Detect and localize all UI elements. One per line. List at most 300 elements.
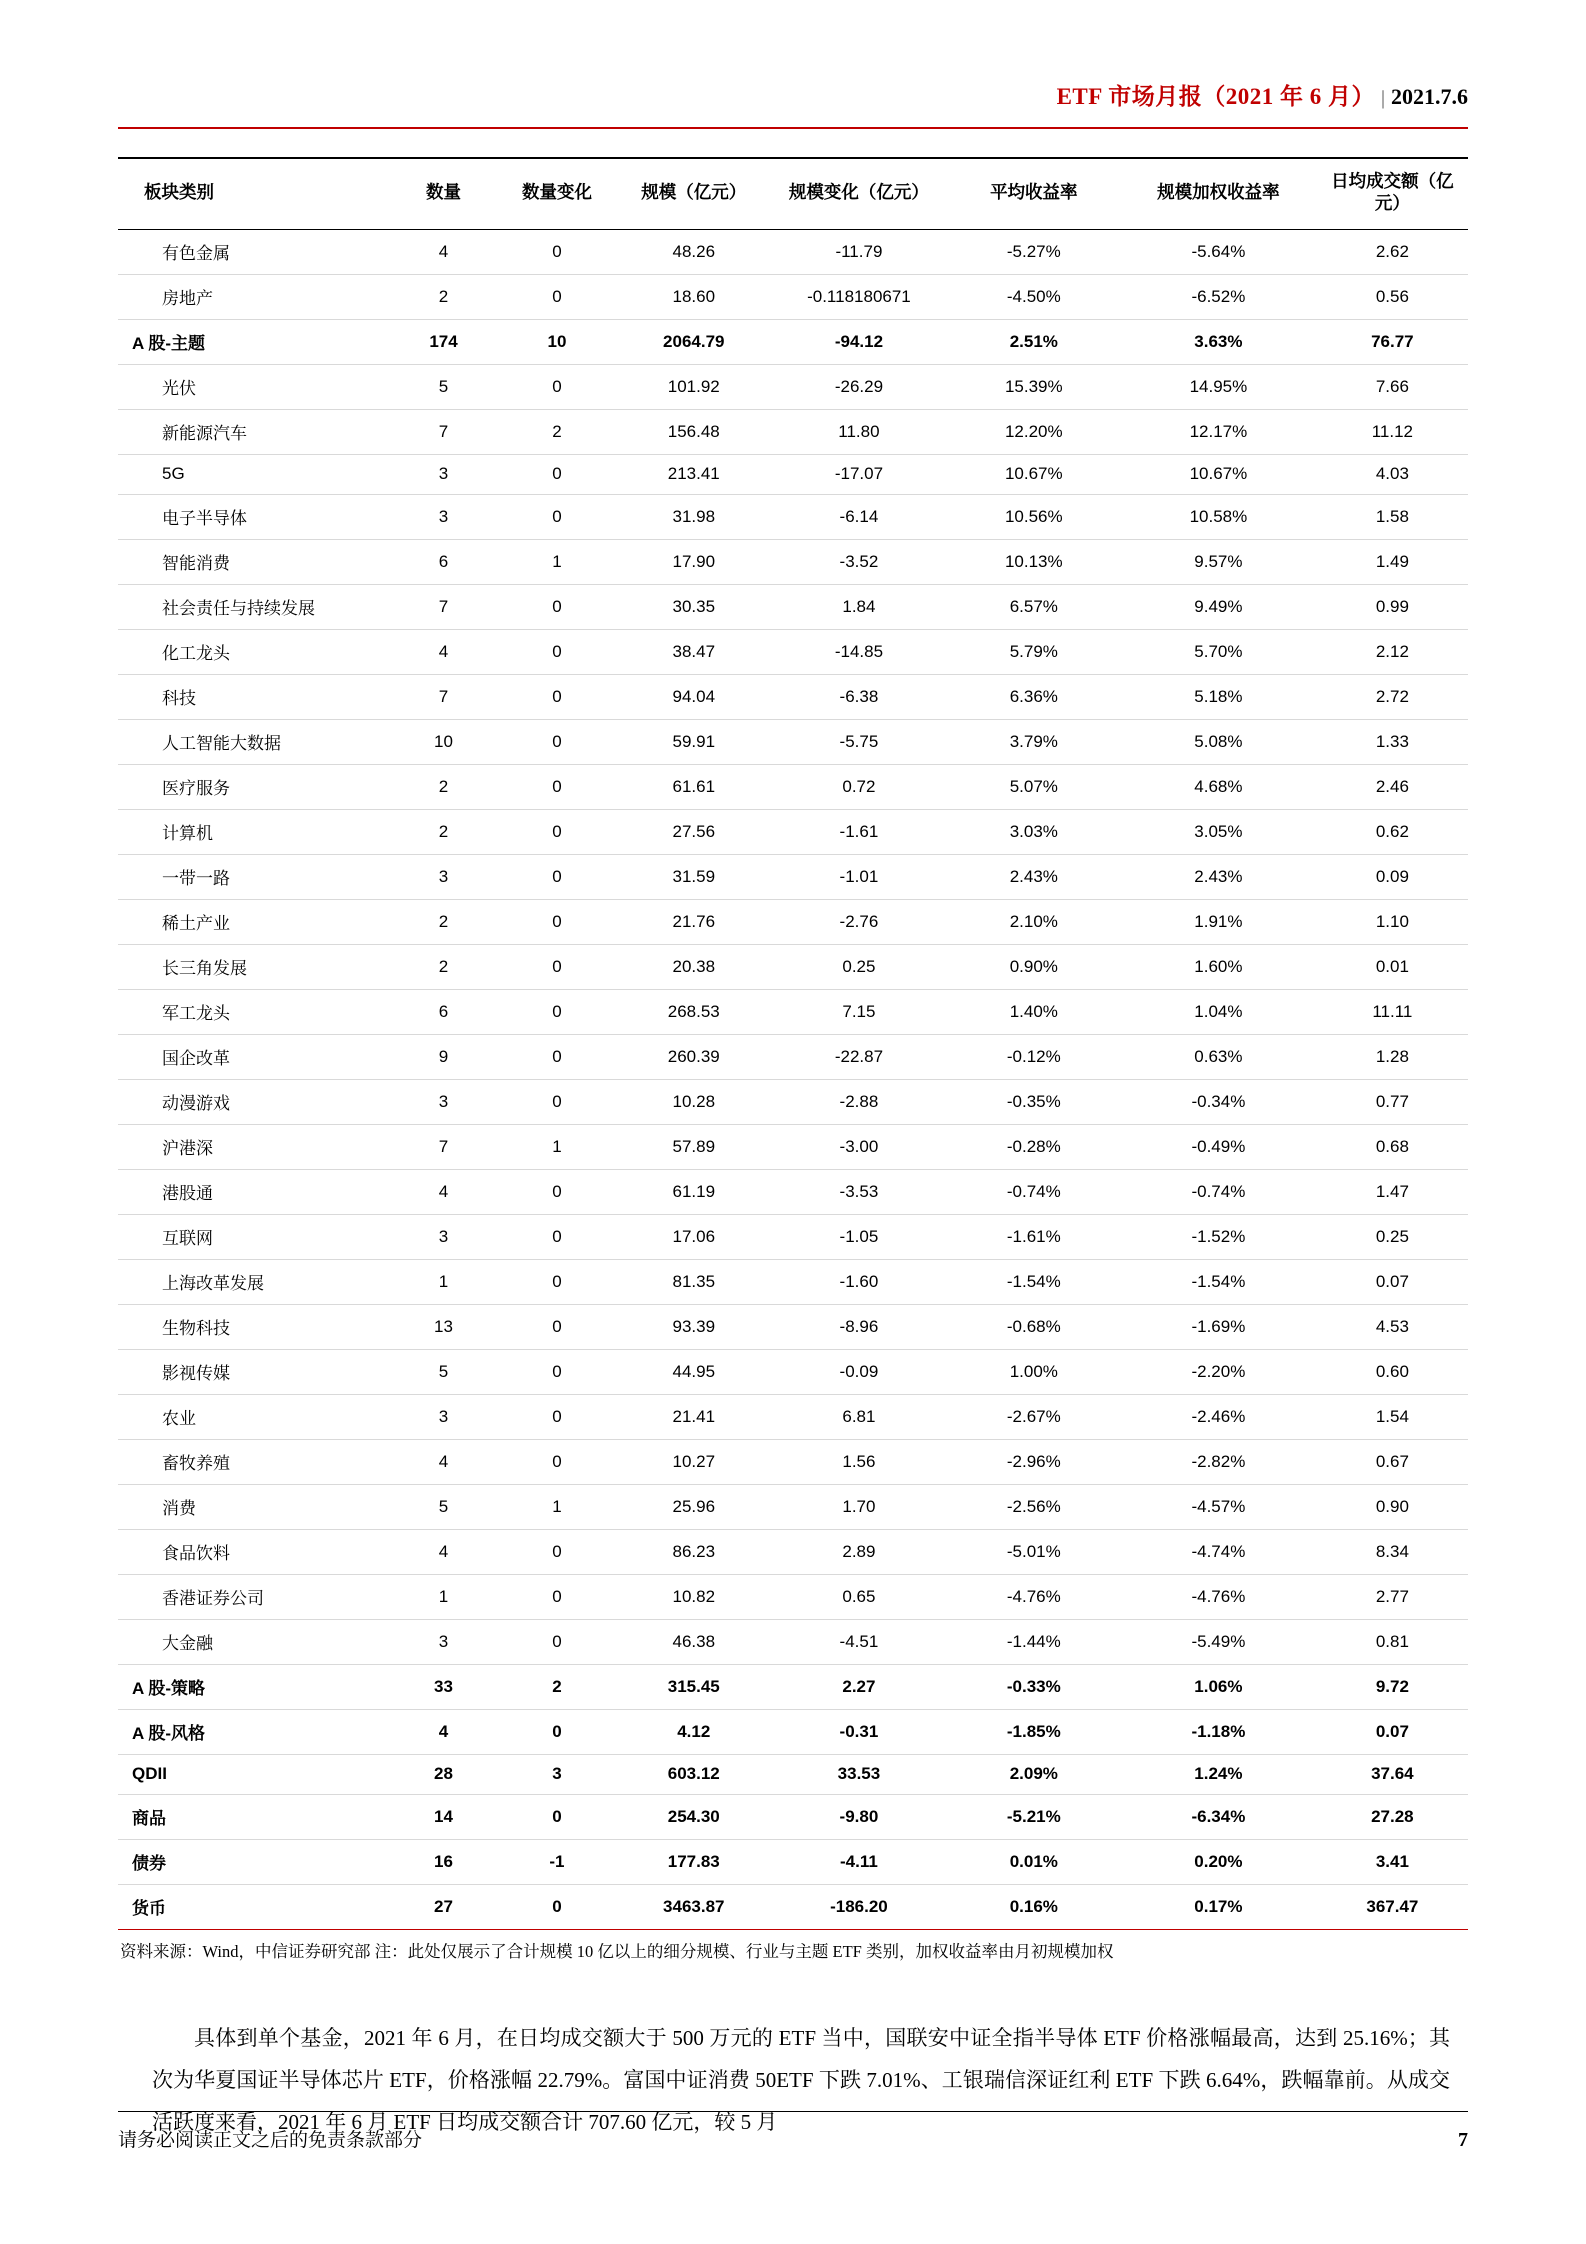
cell-weighted-return: -0.34% [1120,1079,1317,1124]
cell-scale-change: -5.75 [770,719,947,764]
cell-daily-turnover: 0.77 [1317,1079,1468,1124]
cell-quantity: 7 [390,1124,496,1169]
cell-quantity-change: 0 [497,364,618,409]
cell-average-return: 0.16% [948,1884,1120,1929]
cell-quantity-change: 0 [497,629,618,674]
cell-daily-turnover: 4.03 [1317,454,1468,494]
cell-quantity: 7 [390,674,496,719]
cell-weighted-return: 1.60% [1120,944,1317,989]
cell-scale-change: -2.88 [770,1079,947,1124]
cell-weighted-return: 4.68% [1120,764,1317,809]
cell-category: 食品饮料 [118,1529,390,1574]
cell-scale-change: -22.87 [770,1034,947,1079]
cell-quantity: 5 [390,1484,496,1529]
cell-category: 科技 [118,674,390,719]
cell-category: 债券 [118,1839,390,1884]
cell-quantity-change: 0 [497,1394,618,1439]
cell-scale: 101.92 [617,364,770,409]
cell-daily-turnover: 0.99 [1317,584,1468,629]
footer-row [118,2125,1468,2152]
cell-category: 长三角发展 [118,944,390,989]
cell-category: 新能源汽车 [118,409,390,454]
cell-average-return: -1.44% [948,1619,1120,1664]
cell-scale: 17.06 [617,1214,770,1259]
cell-weighted-return: 10.67% [1120,454,1317,494]
cell-quantity: 27 [390,1884,496,1929]
cell-daily-turnover: 0.60 [1317,1349,1468,1394]
cell-scale-change: -8.96 [770,1304,947,1349]
cell-weighted-return: -1.54% [1120,1259,1317,1304]
cell-scale-change: -11.79 [770,229,947,274]
table-row [118,229,1468,274]
cell-scale: 10.28 [617,1079,770,1124]
cell-average-return: 5.07% [948,764,1120,809]
cell-daily-turnover: 1.49 [1317,539,1468,584]
cell-quantity: 1 [390,1574,496,1619]
cell-quantity: 4 [390,1439,496,1484]
cell-weighted-return: -6.34% [1120,1794,1317,1839]
cell-quantity: 4 [390,1169,496,1214]
cell-average-return: -0.35% [948,1079,1120,1124]
cell-category: 农业 [118,1394,390,1439]
cell-scale-change: -26.29 [770,364,947,409]
table-row [118,1394,1468,1439]
cell-scale-change: -1.01 [770,854,947,899]
cell-category: 人工智能大数据 [118,719,390,764]
cell-scale-change: 0.72 [770,764,947,809]
col-header-scale: 规模（亿元） [617,158,770,229]
cell-quantity-change: 0 [497,1349,618,1394]
cell-daily-turnover: 1.47 [1317,1169,1468,1214]
cell-daily-turnover: 2.72 [1317,674,1468,719]
cell-scale: 81.35 [617,1259,770,1304]
cell-quantity-change: 0 [497,274,618,319]
cell-quantity: 3 [390,1394,496,1439]
cell-category: 互联网 [118,1214,390,1259]
cell-average-return: 2.10% [948,899,1120,944]
cell-scale-change: 0.65 [770,1574,947,1619]
cell-average-return: -0.28% [948,1124,1120,1169]
cell-quantity-change: 0 [497,809,618,854]
cell-scale-change: -0.09 [770,1349,947,1394]
cell-weighted-return: 5.18% [1120,674,1317,719]
cell-daily-turnover: 1.28 [1317,1034,1468,1079]
cell-daily-turnover: 0.01 [1317,944,1468,989]
cell-quantity: 9 [390,1034,496,1079]
cell-quantity: 1 [390,1259,496,1304]
header-divider [118,127,1468,129]
cell-average-return: -5.21% [948,1794,1120,1839]
cell-quantity: 13 [390,1304,496,1349]
cell-weighted-return: 1.04% [1120,989,1317,1034]
etf-table [118,157,1468,1930]
cell-quantity-change: 0 [497,989,618,1034]
cell-scale-change: 11.80 [770,409,947,454]
cell-scale: 27.56 [617,809,770,854]
cell-category: A 股-风格 [118,1709,390,1754]
cell-daily-turnover: 27.28 [1317,1794,1468,1839]
cell-category: 社会责任与持续发展 [118,584,390,629]
cell-quantity-change: 0 [497,1619,618,1664]
cell-weighted-return: 0.17% [1120,1884,1317,1929]
cell-weighted-return: -4.76% [1120,1574,1317,1619]
cell-average-return: 10.67% [948,454,1120,494]
cell-scale: 38.47 [617,629,770,674]
cell-quantity: 33 [390,1664,496,1709]
table-body [118,229,1468,1929]
report-title: ETF 市场月报（2021 年 6 月） [1056,84,1375,109]
table-row [118,584,1468,629]
table-row [118,1214,1468,1259]
cell-category: 影视传媒 [118,1349,390,1394]
cell-scale: 57.89 [617,1124,770,1169]
cell-category: 房地产 [118,274,390,319]
cell-scale: 2064.79 [617,319,770,364]
cell-quantity-change: 0 [497,1574,618,1619]
cell-quantity-change: -1 [497,1839,618,1884]
cell-quantity-change: 0 [497,1304,618,1349]
cell-quantity: 3 [390,1079,496,1124]
cell-scale: 93.39 [617,1304,770,1349]
cell-quantity-change: 1 [497,1484,618,1529]
page-number: 7 [1458,2129,1468,2151]
cell-scale: 254.30 [617,1794,770,1839]
page-header [118,0,1468,111]
cell-daily-turnover: 0.07 [1317,1709,1468,1754]
cell-category: 生物科技 [118,1304,390,1349]
cell-scale-change: -1.60 [770,1259,947,1304]
cell-quantity-change: 0 [497,1529,618,1574]
cell-quantity: 14 [390,1794,496,1839]
cell-quantity: 4 [390,1709,496,1754]
cell-quantity-change: 2 [497,1664,618,1709]
cell-average-return: -4.76% [948,1574,1120,1619]
cell-scale: 86.23 [617,1529,770,1574]
cell-category: 沪港深 [118,1124,390,1169]
cell-weighted-return: 10.58% [1120,494,1317,539]
cell-quantity: 2 [390,899,496,944]
cell-quantity-change: 0 [497,674,618,719]
cell-average-return: 0.90% [948,944,1120,989]
table-row [118,944,1468,989]
col-header-quantity: 数量 [390,158,496,229]
cell-quantity: 6 [390,989,496,1034]
cell-daily-turnover: 0.07 [1317,1259,1468,1304]
cell-daily-turnover: 367.47 [1317,1884,1468,1929]
cell-scale: 17.90 [617,539,770,584]
cell-scale-change: -0.118180671 [770,274,947,319]
cell-quantity: 7 [390,584,496,629]
cell-scale-change: 0.25 [770,944,947,989]
cell-weighted-return: 3.05% [1120,809,1317,854]
cell-daily-turnover: 8.34 [1317,1529,1468,1574]
cell-quantity: 5 [390,1349,496,1394]
table-row [118,409,1468,454]
cell-average-return: -1.54% [948,1259,1120,1304]
cell-weighted-return: 9.57% [1120,539,1317,584]
cell-quantity-change: 0 [497,1709,618,1754]
table-row [118,809,1468,854]
cell-weighted-return: 0.20% [1120,1839,1317,1884]
cell-daily-turnover: 1.33 [1317,719,1468,764]
body-paragraph: 具体到单个基金，2021 年 6 月，在日均成交额大于 500 万元的 ETF 当中，国联安中证全指半导体 ETF 价格涨幅最高，达到 25.16%；其次为华夏国证半导体芯片 ETF，价格涨幅 22.79%。富国中证消费 50ETF 下跌 7.01%、工银瑞信深证红利 ETF 下跌 6.64%，跌幅靠前。从成交活跃度来看，2021 年 6 月 ETF 日均成交额合计 707.60 亿元，较 5 月 [152,2025,1450,2134]
cell-quantity-change: 0 [497,1259,618,1304]
cell-average-return: 1.00% [948,1349,1120,1394]
cell-category: 稀土产业 [118,899,390,944]
cell-category: 港股通 [118,1169,390,1214]
report-date: 2021.7.6 [1391,84,1468,109]
table-row [118,274,1468,319]
cell-scale: 268.53 [617,989,770,1034]
col-header-average-return: 平均收益率 [948,158,1120,229]
cell-average-return: -1.85% [948,1709,1120,1754]
cell-quantity: 4 [390,629,496,674]
cell-quantity-change: 0 [497,1034,618,1079]
cell-weighted-return: -5.64% [1120,229,1317,274]
cell-category: 商品 [118,1794,390,1839]
cell-average-return: -2.96% [948,1439,1120,1484]
cell-scale: 260.39 [617,1034,770,1079]
table-row [118,674,1468,719]
cell-quantity: 2 [390,809,496,854]
cell-weighted-return: -2.20% [1120,1349,1317,1394]
cell-daily-turnover: 0.25 [1317,1214,1468,1259]
cell-scale-change: 1.84 [770,584,947,629]
cell-scale: 3463.87 [617,1884,770,1929]
cell-scale-change: -186.20 [770,1884,947,1929]
cell-quantity-change: 0 [497,1214,618,1259]
cell-daily-turnover: 11.12 [1317,409,1468,454]
cell-quantity-change: 0 [497,1794,618,1839]
cell-scale-change: -0.31 [770,1709,947,1754]
cell-daily-turnover: 0.68 [1317,1124,1468,1169]
cell-quantity-change: 0 [497,584,618,629]
cell-scale-change: -6.38 [770,674,947,719]
cell-quantity-change: 0 [497,494,618,539]
cell-scale: 21.76 [617,899,770,944]
cell-quantity-change: 0 [497,719,618,764]
cell-category: A 股-主题 [118,319,390,364]
cell-weighted-return: -1.69% [1120,1304,1317,1349]
table-row [118,1124,1468,1169]
cell-scale: 31.59 [617,854,770,899]
cell-quantity: 6 [390,539,496,584]
table-row [118,494,1468,539]
cell-quantity-change: 10 [497,319,618,364]
cell-average-return: -2.67% [948,1394,1120,1439]
table-row [118,539,1468,584]
cell-scale: 10.27 [617,1439,770,1484]
cell-quantity: 174 [390,319,496,364]
cell-quantity-change: 2 [497,409,618,454]
table-row [118,1259,1468,1304]
cell-quantity-change: 1 [497,1124,618,1169]
cell-quantity-change: 0 [497,764,618,809]
cell-quantity: 2 [390,944,496,989]
table-row [118,1484,1468,1529]
cell-scale: 46.38 [617,1619,770,1664]
cell-category: 有色金属 [118,229,390,274]
cell-scale: 94.04 [617,674,770,719]
table-row [118,1884,1468,1929]
cell-scale-change: -94.12 [770,319,947,364]
cell-average-return: 15.39% [948,364,1120,409]
cell-scale-change: -1.61 [770,809,947,854]
cell-scale: 44.95 [617,1349,770,1394]
cell-daily-turnover: 0.81 [1317,1619,1468,1664]
cell-quantity: 5 [390,364,496,409]
cell-weighted-return: -6.52% [1120,274,1317,319]
table-row [118,1169,1468,1214]
cell-quantity: 2 [390,274,496,319]
cell-daily-turnover: 1.10 [1317,899,1468,944]
cell-quantity-change: 3 [497,1754,618,1794]
cell-average-return: 5.79% [948,629,1120,674]
cell-category: 国企改革 [118,1034,390,1079]
cell-average-return: 10.13% [948,539,1120,584]
cell-average-return: 2.51% [948,319,1120,364]
source-note: 资料来源：Wind，中信证券研究部 注：此处仅展示了合计规模 10 亿以上的细分规模、行业与主题 ETF 类别，加权收益率由月初规模加权 [120,1941,1114,1961]
cell-category: 化工龙头 [118,629,390,674]
table-header [118,158,1468,229]
table-row [118,1794,1468,1839]
cell-scale-change: 6.81 [770,1394,947,1439]
cell-weighted-return: 1.24% [1120,1754,1317,1794]
col-header-quantity-change: 数量变化 [497,158,618,229]
table-row [118,1709,1468,1754]
cell-quantity: 4 [390,229,496,274]
cell-daily-turnover: 2.12 [1317,629,1468,674]
cell-category: 动漫游戏 [118,1079,390,1124]
cell-scale-change: 1.70 [770,1484,947,1529]
cell-daily-turnover: 0.67 [1317,1439,1468,1484]
table-row [118,719,1468,764]
cell-scale-change: -17.07 [770,454,947,494]
cell-daily-turnover: 37.64 [1317,1754,1468,1794]
cell-average-return: -0.68% [948,1304,1120,1349]
cell-daily-turnover: 4.53 [1317,1304,1468,1349]
cell-average-return: 12.20% [948,409,1120,454]
cell-quantity: 3 [390,494,496,539]
cell-weighted-return: 5.70% [1120,629,1317,674]
cell-weighted-return: 5.08% [1120,719,1317,764]
cell-quantity: 2 [390,764,496,809]
table-row [118,1034,1468,1079]
header-separator: | [1380,87,1385,109]
cell-weighted-return: -1.52% [1120,1214,1317,1259]
cell-daily-turnover: 2.62 [1317,229,1468,274]
cell-weighted-return: 3.63% [1120,319,1317,364]
cell-weighted-return: -5.49% [1120,1619,1317,1664]
cell-scale: 48.26 [617,229,770,274]
cell-scale-change: 2.89 [770,1529,947,1574]
cell-scale: 31.98 [617,494,770,539]
col-header-category: 板块类别 [118,158,390,229]
etf-table-section [118,157,1468,1965]
cell-quantity: 10 [390,719,496,764]
cell-quantity-change: 0 [497,229,618,274]
cell-scale: 10.82 [617,1574,770,1619]
cell-weighted-return: -0.49% [1120,1124,1317,1169]
cell-weighted-return: 9.49% [1120,584,1317,629]
cell-scale: 61.61 [617,764,770,809]
cell-average-return: 10.56% [948,494,1120,539]
table-row [118,364,1468,409]
cell-scale-change: -4.51 [770,1619,947,1664]
cell-category: 畜牧养殖 [118,1439,390,1484]
col-header-scale-change: 规模变化（亿元） [770,158,947,229]
cell-daily-turnover: 0.90 [1317,1484,1468,1529]
cell-weighted-return: -4.74% [1120,1529,1317,1574]
cell-daily-turnover: 3.41 [1317,1839,1468,1884]
footer-disclaimer: 请务必阅读正文之后的免责条款部分 [118,2130,423,2151]
cell-category: 医疗服务 [118,764,390,809]
cell-weighted-return: 12.17% [1120,409,1317,454]
cell-quantity-change: 0 [497,454,618,494]
cell-scale-change: 2.27 [770,1664,947,1709]
cell-quantity-change: 0 [497,1884,618,1929]
cell-category: 消费 [118,1484,390,1529]
cell-average-return: 3.03% [948,809,1120,854]
cell-scale: 177.83 [617,1839,770,1884]
cell-scale: 21.41 [617,1394,770,1439]
table-row [118,1529,1468,1574]
cell-daily-turnover: 1.54 [1317,1394,1468,1439]
cell-scale-change: 7.15 [770,989,947,1034]
cell-weighted-return: 0.63% [1120,1034,1317,1079]
table-row [118,899,1468,944]
cell-category: 货币 [118,1884,390,1929]
cell-average-return: -2.56% [948,1484,1120,1529]
cell-scale-change: -3.52 [770,539,947,584]
cell-scale-change: -4.11 [770,1839,947,1884]
col-header-weighted-return: 规模加权收益率 [1120,158,1317,229]
cell-daily-turnover: 7.66 [1317,364,1468,409]
cell-weighted-return: 1.06% [1120,1664,1317,1709]
cell-category: 计算机 [118,809,390,854]
cell-weighted-return: -1.18% [1120,1709,1317,1754]
table-row [118,1754,1468,1794]
cell-quantity: 16 [390,1839,496,1884]
table-row [118,1439,1468,1484]
cell-quantity: 3 [390,854,496,899]
cell-quantity-change: 0 [497,944,618,989]
cell-category: 5G [118,454,390,494]
cell-quantity: 28 [390,1754,496,1794]
table-row [118,629,1468,674]
cell-quantity: 3 [390,1619,496,1664]
cell-daily-turnover: 9.72 [1317,1664,1468,1709]
cell-average-return: 0.01% [948,1839,1120,1884]
cell-category: 香港证券公司 [118,1574,390,1619]
table-row [118,764,1468,809]
cell-average-return: 2.43% [948,854,1120,899]
cell-scale-change: -2.76 [770,899,947,944]
cell-weighted-return: -0.74% [1120,1169,1317,1214]
cell-average-return: -0.74% [948,1169,1120,1214]
cell-average-return: 3.79% [948,719,1120,764]
cell-category: QDII [118,1754,390,1794]
table-header-row [118,158,1468,229]
cell-category: 上海改革发展 [118,1259,390,1304]
cell-scale-change: 1.56 [770,1439,947,1484]
cell-quantity-change: 0 [497,1079,618,1124]
cell-scale-change: -3.53 [770,1169,947,1214]
cell-scale: 156.48 [617,409,770,454]
table-row [118,1839,1468,1884]
table-row [118,1349,1468,1394]
cell-scale: 61.19 [617,1169,770,1214]
